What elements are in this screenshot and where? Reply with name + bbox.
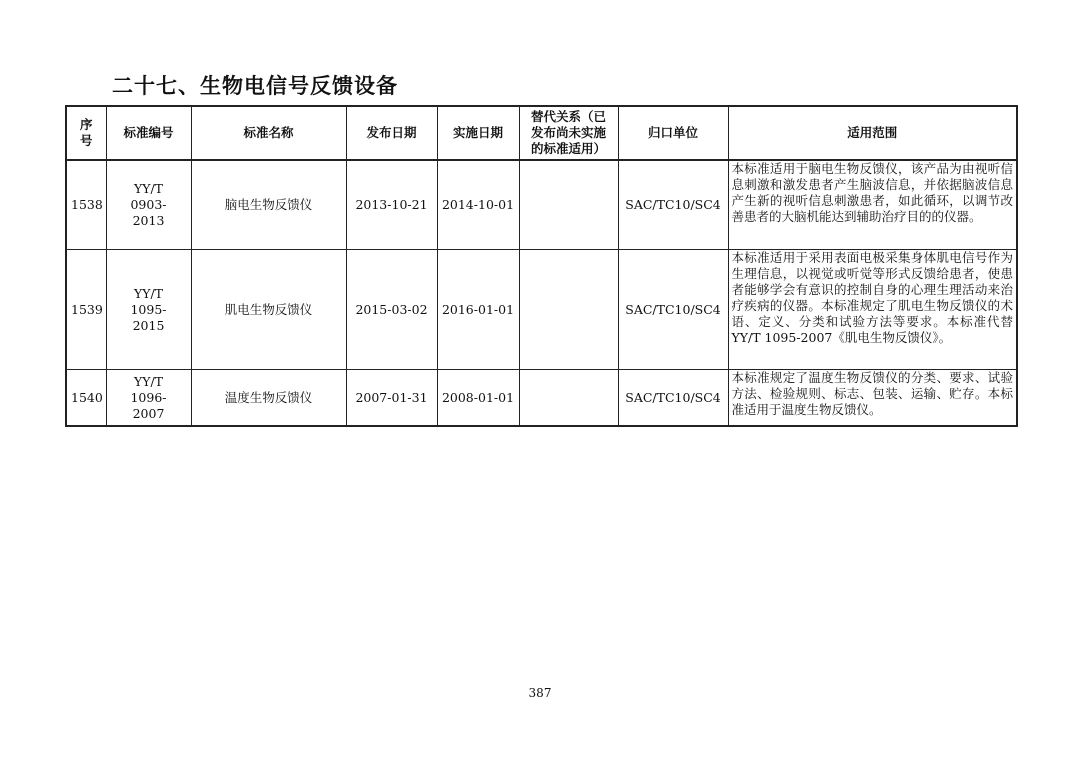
table-row (66, 160, 1017, 250)
page-number: 387 (528, 686, 552, 700)
header-name: 标准名称 (191, 106, 346, 160)
table-row (66, 370, 1017, 427)
table-header-row (66, 106, 1017, 160)
cell-effective: 2008-01-01 (437, 370, 519, 427)
cell-code: YY/T 1095-2015 (106, 250, 191, 370)
cell-seq: 1539 (66, 250, 106, 370)
table-row (66, 250, 1017, 370)
cell-effective: 2014-10-01 (437, 160, 519, 250)
cell-scope: 本标准适用于采用表面电极采集身体肌电信号作为生理信息，以视觉或听觉等形式反馈给患者，使患者能够学会有意识的控制自身的心理生理活动来治疗疾病的仪器。本标准规定了肌电生物反馈仪的术语、定义、分类和试验方法等要求。本标准代替 YY/T 1095-2007《肌电生物反馈仪》。 (728, 250, 1017, 370)
cell-scope: 本标准规定了温度生物反馈仪的分类、要求、试验方法、检验规则、标志、包装、运输、贮存。本标准适用于温度生物反馈仪。 (728, 370, 1017, 427)
header-code: 标准编号 (106, 106, 191, 160)
header-unit: 归口单位 (618, 106, 728, 160)
cell-code: YY/T 0903-2013 (106, 160, 191, 250)
cell-name: 温度生物反馈仪 (191, 370, 346, 427)
cell-published: 2013-10-21 (346, 160, 437, 250)
header-published: 发布日期 (346, 106, 437, 160)
header-replace: 替代关系（已发布尚未实施的标准适用） (519, 106, 618, 160)
cell-scope: 本标准适用于脑电生物反馈仪，该产品为由视听信息刺激和激发患者产生脑波信息，并依据脑波信息产生新的视听信息刺激患者，如此循环，以调节改善患者的大脑机能达到辅助治疗目的的仪器。 (728, 160, 1017, 250)
cell-code: YY/T 1096-2007 (106, 370, 191, 427)
cell-effective: 2016-01-01 (437, 250, 519, 370)
cell-replace (519, 160, 618, 250)
cell-published: 2015-03-02 (346, 250, 437, 370)
header-scope: 适用范围 (728, 106, 1017, 160)
cell-seq: 1540 (66, 370, 106, 427)
header-seq: 序号 (66, 106, 106, 160)
cell-seq: 1538 (66, 160, 106, 250)
cell-name: 脑电生物反馈仪 (191, 160, 346, 250)
standards-table (65, 105, 1018, 427)
section-title: 二十七、生物电信号反馈设备 (112, 74, 398, 98)
cell-unit: SAC/TC10/SC4 (618, 160, 728, 250)
cell-unit: SAC/TC10/SC4 (618, 370, 728, 427)
cell-published: 2007-01-31 (346, 370, 437, 427)
cell-replace (519, 370, 618, 427)
cell-unit: SAC/TC10/SC4 (618, 250, 728, 370)
cell-name: 肌电生物反馈仪 (191, 250, 346, 370)
cell-replace (519, 250, 618, 370)
header-effective: 实施日期 (437, 106, 519, 160)
